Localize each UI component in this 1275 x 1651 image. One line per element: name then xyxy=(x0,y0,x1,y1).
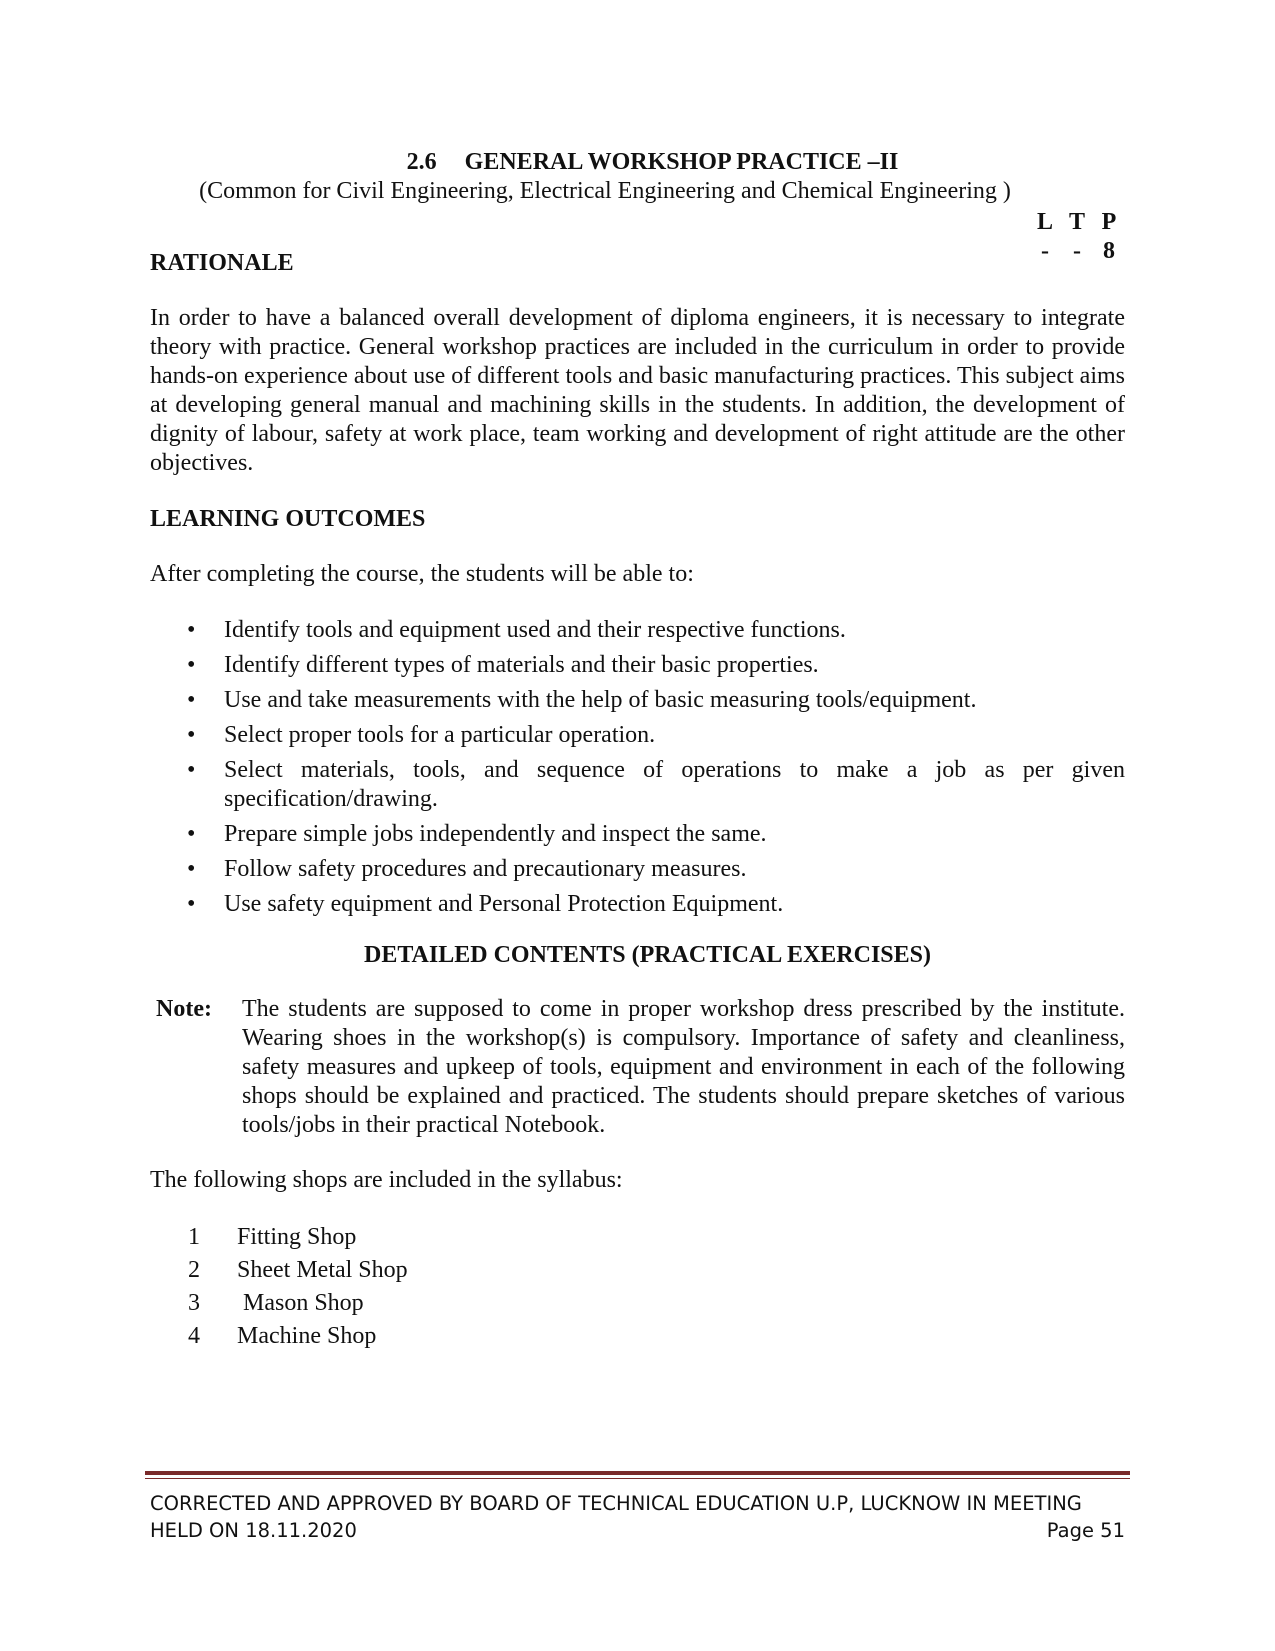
detailed-contents-heading: DETAILED CONTENTS (PRACTICAL EXERCISES) xyxy=(363,942,931,968)
list-item-text: Identify tools and equipment used and their respective functions. xyxy=(224,617,846,643)
shop-number: 1 xyxy=(188,1224,200,1250)
footer-approval-line: CORRECTED AND APPROVED BY BOARD OF TECHNICAL EDUCATION U.P, LUCKNOW IN MEETING xyxy=(150,1492,1082,1515)
bullet-icon: • xyxy=(187,821,196,847)
rationale-heading: RATIONALE xyxy=(150,250,294,276)
list-item xyxy=(150,1320,1125,1353)
shop-number: 2 xyxy=(188,1257,200,1283)
shops-list xyxy=(150,1221,1125,1353)
footer-second-line xyxy=(150,1517,1125,1544)
shop-number: 3 xyxy=(188,1290,200,1316)
shop-name: Sheet Metal Shop xyxy=(237,1257,408,1283)
note-text: The students are supposed to come in proper workshop dress prescribed by the institute. Wearing shoes in the workshop(s) is compulsory. Importance of safety and cleanliness, safety measures and upkeep of tools, equipment and environment in each of the following shops should be explained and practiced. The students should prepare sketches of various tools/jobs in their practical Notebook. xyxy=(242,996,1125,1138)
ltp-label-l: L xyxy=(1036,209,1053,235)
ltp-values-row xyxy=(1029,237,1125,266)
list-item-text: Prepare simple jobs independently and inspect the same. xyxy=(224,821,767,847)
list-item xyxy=(150,1221,1125,1254)
page-content xyxy=(150,148,1125,1353)
list-item xyxy=(150,1254,1125,1287)
page-number: Page 51 xyxy=(1046,1519,1125,1542)
bullet-icon: • xyxy=(187,617,196,643)
bullet-icon: • xyxy=(187,722,196,748)
list-item xyxy=(150,686,1125,715)
bullet-icon: • xyxy=(187,652,196,678)
ltp-value-l: - xyxy=(1041,238,1049,264)
page-footer xyxy=(150,1490,1125,1544)
list-item xyxy=(150,616,1125,645)
list-item-text: Select materials, tools, and sequence of operations to make a job as per given specification/drawing. xyxy=(224,757,1125,812)
footer-divider xyxy=(145,1471,1130,1475)
shop-name: Fitting Shop xyxy=(237,1224,357,1250)
page-title xyxy=(180,148,1125,177)
footer-meeting-date: HELD ON 18.11.2020 xyxy=(150,1519,357,1542)
list-item xyxy=(150,820,1125,849)
shops-intro: The following shops are included in the syllabus: xyxy=(150,1167,623,1193)
list-item xyxy=(150,890,1125,919)
ltp-label-p: P xyxy=(1101,209,1117,235)
learning-outcomes-list xyxy=(150,616,1125,919)
page-subtitle: (Common for Civil Engineering, Electrical Engineering and Chemical Engineering ) xyxy=(199,178,1011,204)
note-block xyxy=(150,995,1125,1140)
shop-name: Machine Shop xyxy=(237,1323,377,1349)
list-item xyxy=(150,651,1125,680)
list-item-text: Use safety equipment and Personal Protection Equipment. xyxy=(224,891,784,917)
learning-outcomes-intro: After completing the course, the students will be able to: xyxy=(150,561,694,587)
ltp-value-p: 8 xyxy=(1103,238,1115,264)
footer-divider-thin xyxy=(145,1478,1130,1479)
list-item-text: Use and take measurements with the help of basic measuring tools/equipment. xyxy=(224,687,977,713)
list-item-text: Select proper tools for a particular operation. xyxy=(224,722,656,748)
list-item-text: Follow safety procedures and precautionary measures. xyxy=(224,856,747,882)
ltp-table xyxy=(1029,208,1125,266)
bullet-icon: • xyxy=(187,891,196,917)
list-item-text: Identify different types of materials and their basic properties. xyxy=(224,652,819,678)
bullet-icon: • xyxy=(187,856,196,882)
ltp-value-t: - xyxy=(1073,238,1081,264)
ltp-labels-row xyxy=(1029,208,1125,237)
list-item xyxy=(150,721,1125,750)
ltp-label-t: T xyxy=(1068,209,1085,235)
note-label: Note: xyxy=(156,996,212,1022)
shop-name: Mason Shop xyxy=(237,1290,364,1316)
section-number: 2.6 xyxy=(406,149,437,175)
bullet-icon: • xyxy=(187,687,196,713)
list-item xyxy=(150,855,1125,884)
section-title: GENERAL WORKSHOP PRACTICE –II xyxy=(464,149,899,175)
bullet-icon: • xyxy=(187,757,196,783)
rationale-text: In order to have a balanced overall development of diploma engineers, it is necessary to integrate theory with practice. General workshop practices are included in the curriculum in order to provide hands-on experience about use of different tools and basic manufacturing practices. This subject aims at developing general manual and machining skills in the students. In addition, the development of dignity of labour, safety at work place, team working and development of right attitude are the other objectives. xyxy=(150,305,1125,476)
list-item xyxy=(150,1287,1125,1320)
list-item xyxy=(150,756,1125,814)
learning-outcomes-heading: LEARNING OUTCOMES xyxy=(150,506,426,532)
shop-number: 4 xyxy=(188,1323,200,1349)
